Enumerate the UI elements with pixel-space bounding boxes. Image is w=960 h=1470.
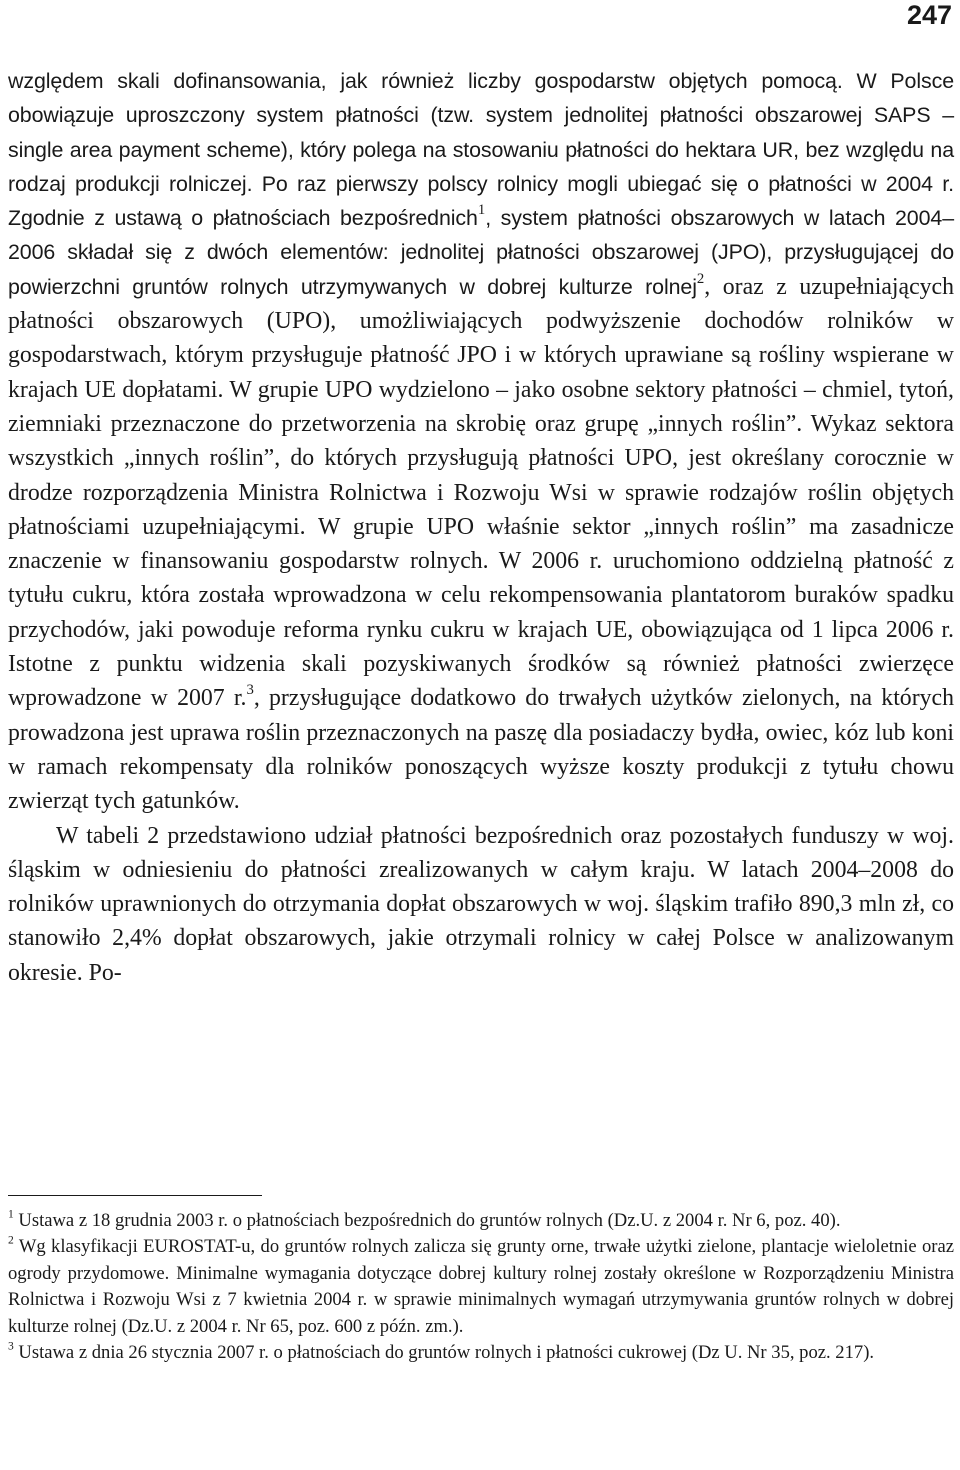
footnote-text: Wg klasyfikacji EUROSTAT-u, do gruntów rolnych zalicza się grunty orne, trwałe użytki zielone, plantacje wieloletnie oraz ogrody przydomowe. Minimalne wymagania dotyczące dobrej kultury rolnej zostały określone w Rozporządzeniu Ministra Rolnictwa i Rozwoju Wsi z 7 kwietnia 2004 r. w sprawie minimalnych wymagań utrzymywania gruntów rolnych w dobrej kulturze rolnej (Dz.U. z 2004 r. Nr 65, poz. 600 z późn. zm.).: [8, 1236, 954, 1337]
footnote-number: 3: [8, 1340, 14, 1353]
paragraph-1-part-3: , oraz z uzupełniających płatności obszarowych (UPO), umożliwiających podwyższenie dochodów rolników w gospodarstwach, którym przysługuje płatność JPO i w których uprawiane są rośliny wspierane w krajach UE dopłatami. W grupie UPO wydzielono – jako osobne sektory płatności – chmiel, tytoń, ziemniaki przeznaczone do przetworzenia na skrobię oraz grupę „innych roślin”. Wykaz sektora wszystkich „innych roślin”, do których przysługują płatności UPO, jest określany corocznie w drodze rozporządzenia Ministra Rolnictwa i Rozwoju Wsi w sprawie rodzajów roślin objętych płatnościami uzupełniającymi. W grupie UPO właśnie sektor „innych roślin” ma zasadnicze znaczenie w finansowaniu gospodarstw rolnych. W 2006 r. uruchomiono oddzielną płatność z tytułu cukru, która została wprowadzona w celu rekompensowania plantatorom buraków spadku przychodów, jaki powoduje reforma rynku cukru w krajach UE, obowiązująca od 1 lipca 2006 r. Istotne z punktu widzenia skali pozyskiwanych środków są również płatności zwierzęce wprowadzone w 2007 r.: [8, 273, 954, 712]
footnote-ref-2: 2: [696, 270, 705, 287]
footnote-2: [8, 1234, 954, 1340]
footnote-ref-3: 3: [246, 682, 254, 699]
paragraph-2: W tabeli 2 przedstawiono udział płatności bezpośrednich oraz pozostałych funduszy w woj. śląskim w odniesieniu do płatności zrealizowanych w całym kraju. W latach 2004–2008 do rolników uprawnionych do otrzymania dopłat obszarowych w woj. śląskim trafiło 890,3 mln zł, co stanowiło 2,4% dopłat obszarowych, jakie otrzymali rolnicy w całej Polsce w analizowanym okresie. Po-: [8, 822, 954, 986]
footnote-text: Ustawa z dnia 26 stycznia 2007 r. o płatnościach do gruntów rolnych i płatności cukrowej (Dz U. Nr 35, poz. 217).: [18, 1342, 875, 1364]
paragraph-1-part-1: względem skali dofinansowania, jak również liczby gospodarstw objętych pomocą. W Polsce obowiązuje uproszczony system płatności (tzw. system jednolitej płatności obszarowej SAPS – single area payment scheme), który polega na stosowaniu płatności do hektara UR, bez względu na rodzaj produkcji rolniczej. Po raz pierwszy polscy rolnicy mogli ubiegać się o płatności w 2004 r. Zgodnie z ustawą o płatnościach bezpośrednich: [8, 69, 954, 231]
footnote-ref-1: 1: [477, 202, 486, 219]
footnote-3: [8, 1340, 954, 1366]
footnote-separator: [8, 1195, 262, 1196]
main-text: [8, 64, 954, 990]
footnote-number: 1: [8, 1208, 14, 1221]
footnote-number: 2: [8, 1234, 14, 1247]
footnote-1: [8, 1208, 954, 1234]
paragraph-1-part-4: , przysługujące dodatkowo do trwałych użytków zielonych, na których prowadzona jest uprawa roślin przeznaczonych na paszę dla posiadaczy bydła, owiec, kóz lub koni w ramach rekompensaty dla rolników ponoszących wyższe koszty produkcji z tytułu chowu zwierząt tych gatunków.: [8, 685, 954, 815]
paragraph-1: [8, 64, 954, 819]
footnotes: [8, 1208, 954, 1366]
footnote-text: Ustawa z 18 grudnia 2003 r. o płatnościach bezpośrednich do gruntów rolnych (Dz.U. z 2004 r. Nr 6, poz. 40).: [18, 1210, 841, 1231]
paragraph-1-part-2: , system płatności obszarowych w latach 2004–2006 składał się z dwóch elementów: jednolitej płatności obszarowej (JPO), przysługującej do powierzchni gruntów rolnych utrzymywanych w dobrej kulturze rolnej: [8, 206, 954, 299]
page-number: 247: [906, 0, 952, 30]
